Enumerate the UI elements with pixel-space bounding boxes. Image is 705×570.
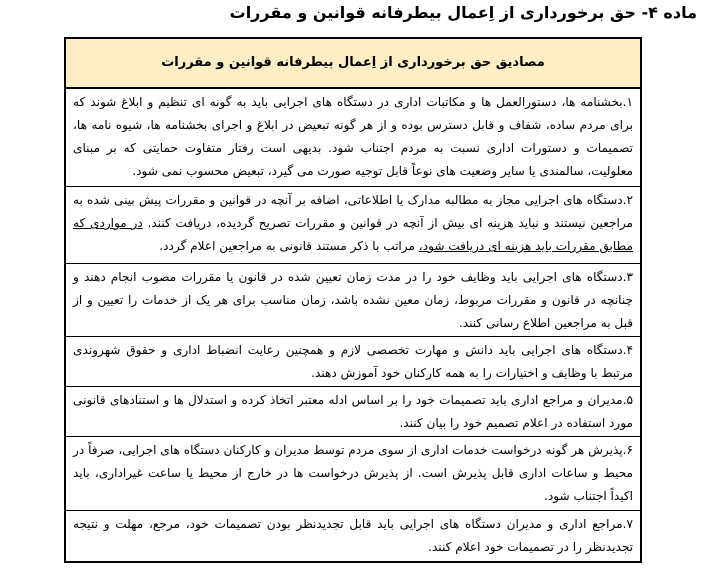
table-row-1: ۱.بخشنامه ها، دستورالعمل ها و مکاتبات اداری در دستگاه های اجرایی باید به گونه ای تنظیم و ابلاغ شوند که برای مردم ساده، شفاف و قابل دسترس بوده و از هر گونه تبعیض در ابلاغ و اجرای بخشنامه ها، شیوه نامه ها، تصمیمات و دستورات اداری نسبت به مردم اجتناب شود. بدیهی است رفتار متفاوت حمایتی که بر مبنای معلولیت، سالمندی یا سایر وضعیت های نوعاً قابل توجیه صورت می گیرد، تبعیض محسوب نمی شود.	[66, 89, 640, 187]
article-title: ماده ۴- حق برخورداری از اِعمال بیطرفانه قوانین و مقررات	[229, 3, 697, 22]
row-2-text-start: ۲.دستگاه های اجرایی مجاز به مطالبه مدارک یا اطلاعاتی، اضافه بر آنچه در قوانین و مقررات پیش بینی شده به مراجعین نیستند و نباید هزینه ای بیش از آنچه در قوانین و مقررات تصریح گردیده، دریافت کنند.	[73, 193, 633, 230]
table-row-6: ۶.پذیرش هر گونه درخواست خدمات اداری از سوی مردم توسط مدیران و کارکنان دستگاه های اجرایی، صرفاً در محیط و ساعات اداری قابل پذیرش است. از پذیرش درخواست ها در خارج از محیط یا ساعت غیراداری، باید اکیداً اجتناب شود.	[66, 437, 640, 511]
row-2-text-underlined: در مواردی که مطابق مقررات باید هزینه ای دریافت شود،	[73, 216, 633, 253]
table-row-5: ۵.مدیران و مراجع اداری باید تصمیمات خود را بر اساس ادله معتبر اتخاذ کرده و استدلال ها و استنادهای قانونی مورد استفاده در اعلام تصمیم خود را بیان کنند.	[66, 387, 640, 437]
table-row-4: ۴.دستگاه های اجرایی باید دانش و مهارت تخصصی لازم و همچنین رعایت انضباط اداری و حقوق شهروندی مرتبط با وظایف و اختیارات را به همه کارکنان خود آموزش دهند.	[66, 337, 640, 387]
table-header: مصادیق حق برخورداری از اِعمال بیطرفانه قوانین و مقررات	[66, 39, 640, 89]
table-row-7: ۷.مراجع اداری و مدیران دستگاه های اجرایی باید قابل تجدیدنظر بودن تصمیمات خود، مرجع، مهلت و نتیجه تجدیدنظر را در تصمیمات خود اعلام کنند.	[73, 517, 633, 554]
table-row-3: ۳.دستگاه های اجرایی باید وظایف خود را در مدت زمان تعیین شده در قانون یا مقررات مصوب انجام دهند و چنانچه در قانون و مقررات مربوط، زمان معین نشده باشد، زمان مناسب برای هر یک از خدمات را تعیین و از قبل به مراجعین اطلاع رسانی کنند.	[66, 264, 640, 337]
table-row-2	[66, 187, 640, 264]
row-2-text-end: مراتب با ذکر مستند قانونی به مراجعین اعلام گردد.	[159, 239, 419, 253]
rights-table	[64, 37, 642, 563]
